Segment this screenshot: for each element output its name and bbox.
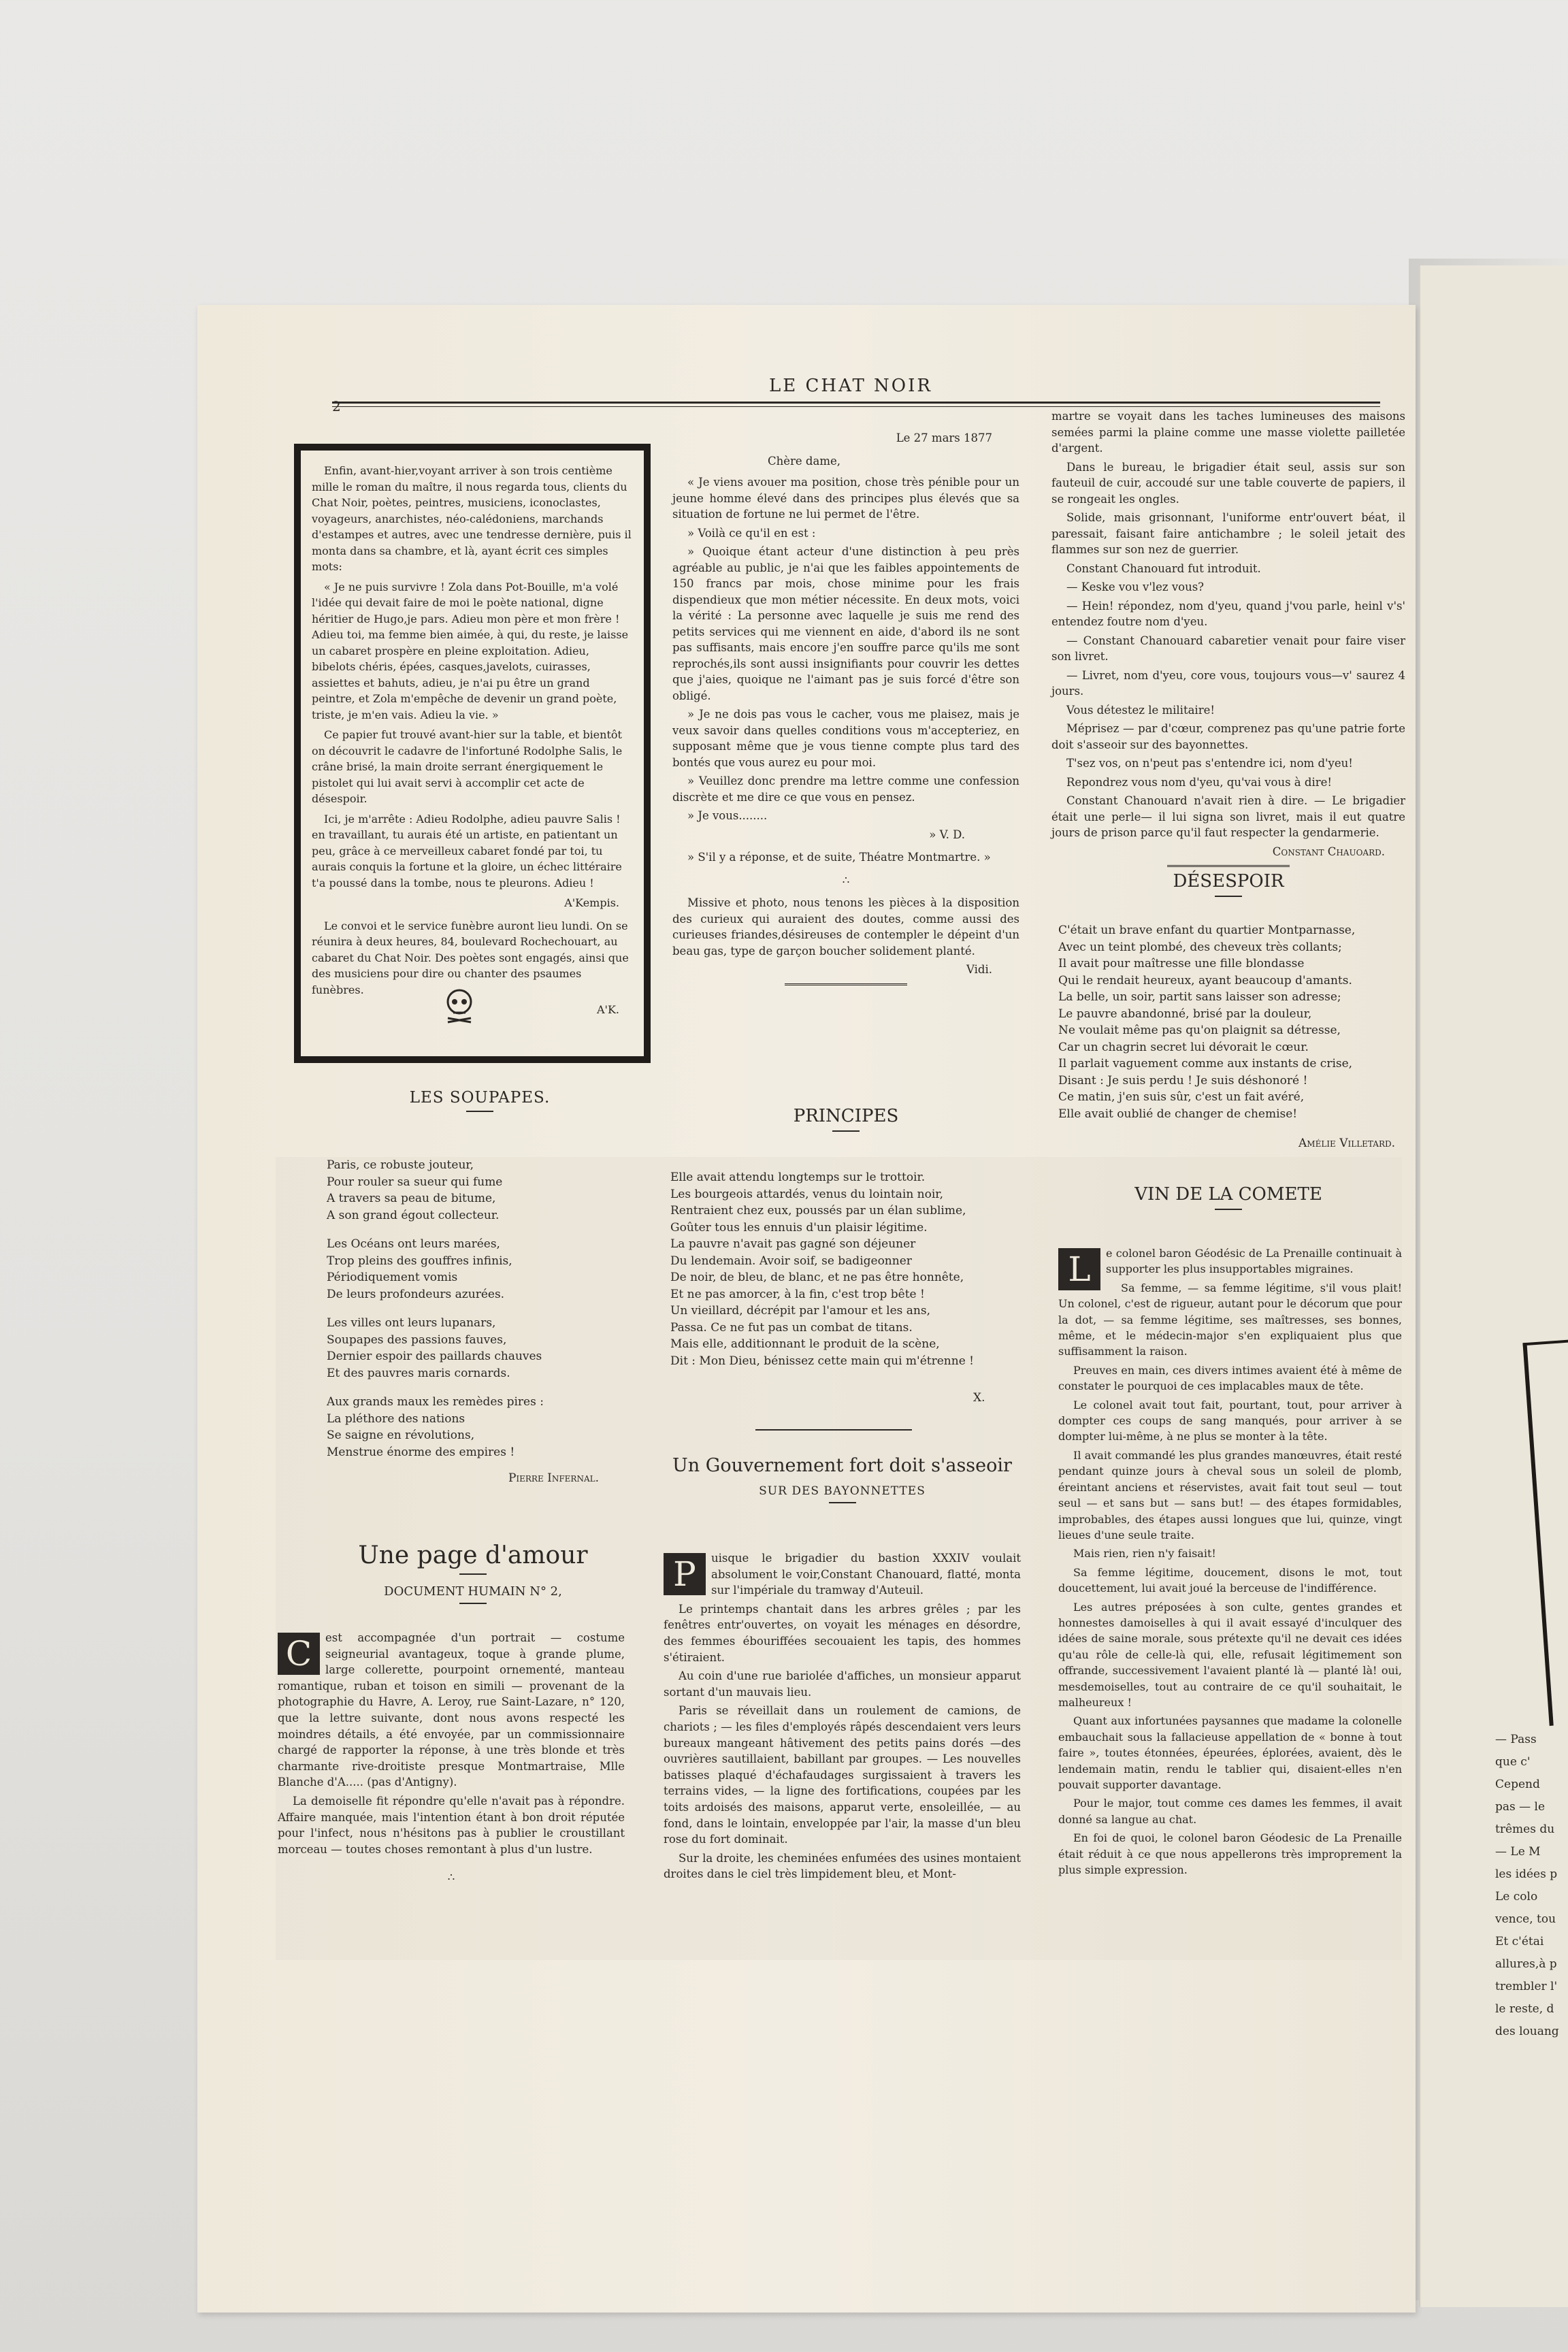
vin-para: Sa femme légitime, doucement, disons le mot, tout doucettement, lui avait joué la berceuse de l'indifférence. [1058, 1565, 1402, 1595]
ornament-rule [1167, 865, 1290, 867]
poem-line: Il avait pour maîtresse une fille blondasse [1058, 957, 1305, 970]
stanza-gap [327, 1382, 619, 1394]
letter-para: » Quoique étant acteur d'une distinction à peu près agréable au public, je n'ai que les faibles appointements de 150 francs par mois, chose minime pour les frais dispendieux que mon métier nécessite. En deux mots, voici la vérité : La personne avec laquelle je suis me rend des petits services qui me viennent en aide, d'abord ils ne sont pas suffisants, mais encore j'en souffre parce qu'ils me sont reprochés,ils sont aussi insignifiants pour couvrir les dettes que j'aies, quoique ne l'aimant pas je suis forcé d'être son obligé. [672, 545, 1019, 702]
vin-para: Pour le major, tout comme ces dames les femmes, il avait donné sa langue au chat. [1058, 1797, 1402, 1826]
vin-para: Sa femme, — sa femme légitime, s'il vous plait! Un colonel, c'est de rigueur, autant pour le décorum que pour la dot, — sa femme légitime, ses maîtresses, ses bonnes, même, et le médecin-major s'en expliquaient plus que suffisamment la raison. [1058, 1281, 1402, 1358]
header-rule [332, 402, 1380, 404]
vin-para: Quant aux infortunées paysannes que madame la colonelle embauchait sous la fallacieuse appellation de « bonne à tout faire », toutes étonnées, épeurées, éplorées, avaient, dès le lendemain matin, rendu le tablier qui, disaient-elles n'en pouvait supporter davantage. [1058, 1714, 1402, 1791]
principes-poem [670, 1169, 1024, 1369]
next-page-line: les idées p [1495, 1867, 1558, 1881]
vin-text [1058, 1245, 1402, 1880]
poem-line: La pléthore des nations [327, 1411, 466, 1426]
poem-line: Les bourgeois attardés, venus du lointain noir, [670, 1187, 943, 1201]
next-page-line: allures,à p [1495, 1957, 1557, 1971]
vin-title: VIN DE LA COMETE [1134, 1184, 1322, 1205]
next-page-line: — Le M [1495, 1845, 1541, 1859]
obit-notice: Le convoi et le service funèbre auront lieu lundi. On se réunira à deux heures, 84, boulevard Rochechouart, au cabaret du Chat Noir. Des poètes sont engagés, ainsi que des musiciens pour dire ou chanter des psaumes funèbres. [312, 919, 629, 996]
letter-date: Le 27 mars 1877 [896, 431, 992, 444]
col3-author: Constant Chauoard. [1272, 845, 1385, 858]
poem-line: Pour rouler sa sueur qui fume [327, 1175, 503, 1189]
next-page-line: vence, tou [1495, 1912, 1556, 1926]
obit-para: Ce papier fut trouvé avant-hier sur la table, et bientôt on découvrit le cadavre de l'infortuné Rodolphe Salis, le crâne brisé, la main droite serrant énergiquement le pistolet qui lui avait servi à accomplir cet acte de désespoir. [312, 728, 623, 805]
poem-line: Menstrue énorme des empires ! [327, 1445, 515, 1459]
gouvernement-title: Un Gouvernement fort doit s'asseoir [672, 1455, 1012, 1476]
obit-signature: A'Kempis. [564, 896, 619, 909]
poem-line: De leurs profondeurs azurées. [327, 1287, 505, 1301]
letter-salutation: Chère dame, [768, 454, 840, 468]
col3-para: Repondrez vous nom d'yeu, qu'vai vous à dire! [1066, 775, 1333, 789]
poem-line: Un vieillard, décrépit par l'amour et les ans, [670, 1304, 931, 1318]
ornament-rule [755, 1429, 912, 1431]
drop-cap: P [664, 1553, 706, 1595]
poem-line: Il parlait vaguement comme aux instants de crise, [1058, 1057, 1353, 1071]
poem-line: Les Océans ont leurs marées, [327, 1237, 500, 1251]
header-rule-thin [332, 406, 1380, 407]
gouvernement-text [664, 1550, 1021, 1885]
poem-line: C'était un brave enfant du quartier Montparnasse, [1058, 924, 1356, 937]
letter-para: » Voilà ce qu'il en est : [687, 526, 816, 540]
poem-line: A travers sa peau de bitume, [327, 1192, 496, 1205]
amour-para: La demoiselle fit répondre qu'elle n'avait pas à répondre. Affaire manquée, mais l'intention étant à bon droit réputée pour l'infect, nous n'hésitons pas à publier le croustillant morceau — toutes choses remontant à plus d'un lustre. [278, 1794, 625, 1856]
poem-line: Les villes ont leurs lupanars, [327, 1316, 496, 1330]
poem-line: Soupapes des passions fauves, [327, 1333, 507, 1347]
next-page-line: pas — le [1495, 1800, 1546, 1814]
next-page-line: trêmes du [1495, 1823, 1555, 1836]
masthead-title: LE CHAT NOIR [769, 376, 932, 396]
divider [1215, 1209, 1242, 1210]
poem-line: Se saigne en révolutions, [327, 1428, 475, 1442]
col3-para: — Hein! répondez, nom d'yeu, quand j'vou parle, heinl v's' entendez foutre nom d'yeu. [1051, 599, 1405, 628]
poem-line: Elle avait oublié de changer de chemise! [1058, 1107, 1298, 1121]
gouv-para: uisque le brigadier du bastion XXXIV voulait absolument le voir,Constant Chanouard, flatté, monta sur l'impériale du tramway d'Auteuil. [711, 1552, 1021, 1597]
letter-column [672, 430, 1019, 991]
col3-para: — Livret, nom d'yeu, core vous, toujours vous—v' saurez 4 jours. [1051, 668, 1405, 698]
next-page-edge [1419, 265, 1568, 2307]
divider [1215, 896, 1242, 897]
divider [832, 1130, 860, 1132]
gouvernement-subtitle: SUR DES BAYONNETTES [759, 1484, 926, 1498]
col3-para: Solide, mais grisonnant, l'uniforme entr'ouvert béat, il paressait, faisant faire antichambre ; le soleil jetait des flammes sur son nez de guerrier. [1051, 511, 1405, 556]
obit-para: Ici, je m'arrête : Adieu Rodolphe, adieu pauvre Salis ! en travaillant, tu aurais été un artiste, en patientant un peu, grâce à ce merveilleux cabaret fondé par toi, tu aurais conquis la fortune et la gloire, un échec littéraire t'a poussé dans la tombe, nous te pleurons. Adieu ! [312, 812, 622, 889]
next-page-line: des louang [1495, 2025, 1559, 2038]
obituary-box [294, 444, 651, 1063]
amour-text [278, 1630, 625, 1886]
soupapes-title: LES SOUPAPES. [409, 1089, 551, 1107]
stanza-gap [327, 1303, 619, 1315]
poem-line: La belle, un soir, partit sans laisser son adresse; [1058, 990, 1341, 1004]
vin-para: Les autres préposées à son culte, gentes grandes et honnestes damoiselles à qui il avait essayé d'inculquer des idées de saine morale, sous prétexte qu'il ne devait ces idées qu'au rôle de celle-là qui, elle, refusait légitimement son offrande, successivement l'avaient planté là — planté là! oui, mesdemoiselles, tout au contraire de ce qu'il souhaitait, le malheureux ! [1058, 1600, 1402, 1709]
ornament-rule [785, 983, 907, 985]
desespoir-poem [1058, 922, 1405, 1122]
poem-line: Et ne pas amorcer, à la fin, c'est trop bête ! [670, 1287, 925, 1301]
poem-line: Goûter tous les ennuis d'un plaisir légitime. [670, 1220, 928, 1235]
next-page-line: trembler l' [1495, 1980, 1558, 1993]
poem-line: Du lendemain. Avoir soif, se badigeonner [670, 1254, 912, 1268]
principes-title: PRINCIPES [793, 1106, 899, 1126]
desespoir-author: Amélie Villetard. [1298, 1137, 1395, 1150]
poem-line: Périodiquement vomis [327, 1271, 458, 1284]
amour-subtitle: DOCUMENT HUMAIN N° 2, [384, 1584, 562, 1599]
poem-line: Passa. Ce ne fut pas un combat de titans. [670, 1320, 913, 1335]
vin-para: e colonel baron Géodésic de La Prenaille continuait à supporter les plus insupportables migraines. [1106, 1247, 1402, 1276]
amour-section [299, 1541, 647, 1608]
sketch-illustration [1522, 1339, 1568, 1726]
vin-para: Le colonel avait tout fait, pourtant, tout, pour arriver à dompter ces coups de sang manqués, pour arriver à se dompter lui-même, à ne plus se monter à la tête. [1058, 1398, 1402, 1443]
gouv-para: Sur la droite, les cheminées enfumées des usines montaient droites dans le ciel très limpidement bleu, et Mont- [664, 1851, 1021, 1881]
next-page-line: Le colo [1495, 1890, 1538, 1904]
col3-para: T'sez vos, on n'peut pas s'entendre ici, nom d'yeu! [1066, 757, 1353, 770]
poem-line: A son grand égout collecteur. [327, 1208, 500, 1222]
letter-para: » Je ne dois pas vous le cacher, vous me plaisez, mais je veux savoir dans quelles conditions vous m'accepteriez, en supposant même que je vous tienne compte plus tard des bontés que vous aurez eu pour moi. [672, 708, 1019, 769]
poem-line: Aux grands maux les remèdes pires : [327, 1395, 544, 1409]
poem-line: Ce matin, j'en suis sûr, c'est un fait avéré, [1058, 1090, 1305, 1104]
poem-line: Car un chagrin secret lui dévorait le cœur. [1058, 1040, 1309, 1054]
letter-para: « Je viens avouer ma position, chose très pénible pour un jeune homme élevé dans des principes plus élevés que sa situation de fortune ne lui permet de l'être. [672, 476, 1019, 521]
vidi-sign: Vidi. [966, 963, 992, 976]
vin-para: Mais rien, rien n'y faisait! [1073, 1547, 1216, 1561]
missive-para: Missive et photo, nous tenons les pièces à la disposition des curieux qui auraient des doutes, comme aussi des curieuses friandes,désireuses de contempler le dépeint d'un beau gas, type de garçon boucher solidement planté. [672, 896, 1019, 958]
poem-line: Ne voulait même pas qu'on plaignit sa détresse, [1058, 1024, 1341, 1037]
stanza-gap [327, 1224, 619, 1236]
divider [829, 1502, 856, 1503]
col3-para: martre se voyait dans les taches lumineuses des maisons semées parmi la plaine comme une masse violette pailletée d'argent. [1051, 410, 1405, 455]
soupapes-author: Pierre Infernal. [508, 1471, 599, 1485]
vin-para: Il avait commandé les plus grandes manœuvres, était resté pendant quinze jours à cheval sous un soleil de plomb, éreintant anciens et réservistes, avait fait tout seul — tout seul — et sans but — sans but! — des étapes formidables, improbables, des étapes aussi longues que lui, quinze, vingt lieues d'une seule traite. [1058, 1448, 1402, 1541]
principes-author: X. [973, 1391, 985, 1405]
next-page-line: le reste, d [1495, 2002, 1554, 2016]
desespoir-section [1051, 871, 1405, 901]
ornament-dots: ∴ [447, 1871, 455, 1884]
col3-para: Vous détestez le militaire! [1066, 703, 1215, 717]
poem-line: Et des pauvres maris cornards. [327, 1366, 510, 1380]
gouv-para: Au coin d'une rue bariolée d'affiches, un monsieur apparut sortant d'un mauvais lieu. [664, 1669, 1021, 1699]
col3-para: — Keske vou v'lez vous? [1066, 581, 1205, 593]
obit-para: Enfin, avant-hier,voyant arriver à son trois centième mille le roman du maître, il nous regarda tous, clients du Chat Noir, poètes, peintres, musiciens, iconoclastes, voyageurs, anarchistes, néo-calédoniens, marchands d'estampes et autres, avec une tendresse dernière, puis il monta dans sa chambre, et là, ayant écrit ces simples mots: [312, 464, 632, 573]
poem-line: Qui le rendait heureux, ayant beaucoup d'amants. [1058, 973, 1352, 987]
poem-line: Elle avait attendu longtemps sur le trottoir. [670, 1171, 926, 1184]
obit-para: « Je ne puis survivre ! Zola dans Pot-Bouille, m'a volé l'idée qui devait faire de moi le poète national, digne héritier de Hugo,je pars. Adieu mon père et mon frère ! Adieu toi, ma femme bien aimée, à qui, du reste, je laisse un cabaret prospère en pleine exploitation. Adieu, bibelots chéris, épées, casques,javelots, cuirasses, assiettes et bahuts, adieu, je n'ai pu être un grand peintre, et Zola m'empêche de devenir un grand poète, triste, je m'en vais. Adieu la vie. » [312, 580, 629, 721]
col3-para: Constant Chanouard n'avait rien à dire. — Le brigadier était une perle— il lui signa son livret, mais il eut quatre jours de prison parce qu'il faut respecter la gendarmerie. [1051, 794, 1405, 839]
poem-line: De noir, de bleu, de blanc, et ne pas être honnête, [670, 1271, 964, 1284]
poem-line: Mais elle, additionnant le produit de la scène, [670, 1337, 940, 1351]
col3-para: — Constant Chanouard cabaretier venait pour faire viser son livret. [1051, 634, 1405, 663]
skull-icon [444, 988, 475, 1024]
page-number: 2 [332, 398, 341, 414]
col3-para: Constant Chanouard fut introduit. [1066, 561, 1261, 575]
poem-line: Paris, ce robuste jouteur, [327, 1158, 474, 1172]
letter-ps: » S'il y a réponse, et de suite, Théatre Montmartre. » [687, 851, 991, 864]
poem-line: Dit : Mon Dieu, bénissez cette main qui m'étrenne ! [670, 1354, 975, 1368]
poem-line: Dernier espoir des paillards chauves [327, 1350, 542, 1363]
ornament-dots: ∴ [842, 873, 850, 887]
divider [459, 1573, 487, 1575]
gouv-para: Paris se réveillait dans un roulement de camions, de chariots ; — les files d'employés râpés descendaient vers leurs bureaux mangeant hâtivement des petits pains dorés —des ouvrières sautillaient, babillant par groupes. — Les nouvelles batisses plaqué d'échafaudages surgissaient à travers les terrains vides, — la ligne des fortifications, coupées par les toits ardoisés des maisons, apparut verte, ensoleillée, — au fond, dans le lointain, enveloppée par l'air, la masse d'un bleu rose du fort dominait. [664, 1704, 1021, 1846]
principes-section [672, 1106, 1019, 1136]
next-page-line: Cepend [1495, 1778, 1540, 1791]
next-page-line: Et c'étai [1495, 1935, 1544, 1948]
amour-para: est accompagnée d'un portrait — costume seigneurial avantageux, toque à grande plume, large collerette, pourpoint ornementé, manteau romantique, ruban et toison en simili — provenant de la photographie du Havre, A. Leroy, rue Saint-Lazare, n° 120, que la lettre suivante, dont nous avons respecté les moindres détails, a été envoyée, par un commissionnaire chargé de rapporter la réponse, à une très blonde et très charmante rive-droitiste presque Montmartraise, Mlle Blanche d'A..... (pas d'Antigny). [278, 1631, 625, 1789]
soupapes-poem [327, 1157, 619, 1460]
letter-para: » Je vous........ [687, 809, 768, 822]
poem-line: Avec un teint plombé, des cheveux très collants; [1058, 940, 1342, 954]
drop-cap: C [278, 1633, 320, 1675]
chanouard-column [1051, 408, 1405, 872]
vin-para: Preuves en main, ces divers intimes avaient été à même de constater le pourquoi de ces implacables maux de tête. [1058, 1363, 1402, 1393]
poem-line: Rentraient chez eux, poussés par un élan sublime, [670, 1204, 966, 1218]
gouv-para: Le printemps chantait dans les arbres grêles ; par les fenêtres entr'ouvertes, on voyait les ménages en désordre, des femmes ébouriffées secouaient les tapis, des hommes s'étiraient. [664, 1602, 1021, 1664]
amour-title: Une page d'amour [358, 1541, 588, 1569]
poem-line: Disant : Je suis perdu ! Je suis déshonoré ! [1058, 1073, 1308, 1088]
desespoir-title: DÉSESPOIR [1173, 871, 1284, 892]
vin-section [1051, 1184, 1405, 1214]
gouvernement-section [657, 1455, 1028, 1507]
divider [466, 1111, 493, 1112]
vin-para: En foi de quoi, le colonel baron Géodesic de La Prenaille était réduit à ce que nous appellerons très improprement la plus simple expression. [1058, 1831, 1402, 1877]
divider [459, 1603, 487, 1604]
poem-line: Le pauvre abandonné, brisé par la douleur, [1058, 1007, 1312, 1021]
soupapes-section [313, 1089, 647, 1116]
next-page-line: — Pass [1495, 1733, 1537, 1746]
poem-line: Trop pleins des gouffres infinis, [327, 1254, 512, 1268]
letter-para: » Veuillez donc prendre ma lettre comme une confession discrète et me dire ce que vous en pensez. [672, 774, 1019, 804]
letter-sign: » V. D. [929, 828, 965, 841]
obit-signature-2: A'K. [597, 1003, 619, 1016]
drop-cap: L [1058, 1248, 1100, 1290]
poem-line: La pauvre n'avait pas gagné son déjeuner [670, 1237, 916, 1251]
next-page-text [1495, 1729, 1568, 2043]
next-page-line: que c' [1495, 1755, 1531, 1769]
col3-para: Dans le bureau, le brigadier était seul, assis sur son fauteuil de cuir, accoudé sur une table couverte de papiers, il se rongeait les ongles. [1051, 460, 1405, 506]
col3-para: Méprisez — par d'cœur, comprenez pas qu'une patrie forte doit s'asseoir sur des bayonnettes. [1051, 722, 1405, 751]
